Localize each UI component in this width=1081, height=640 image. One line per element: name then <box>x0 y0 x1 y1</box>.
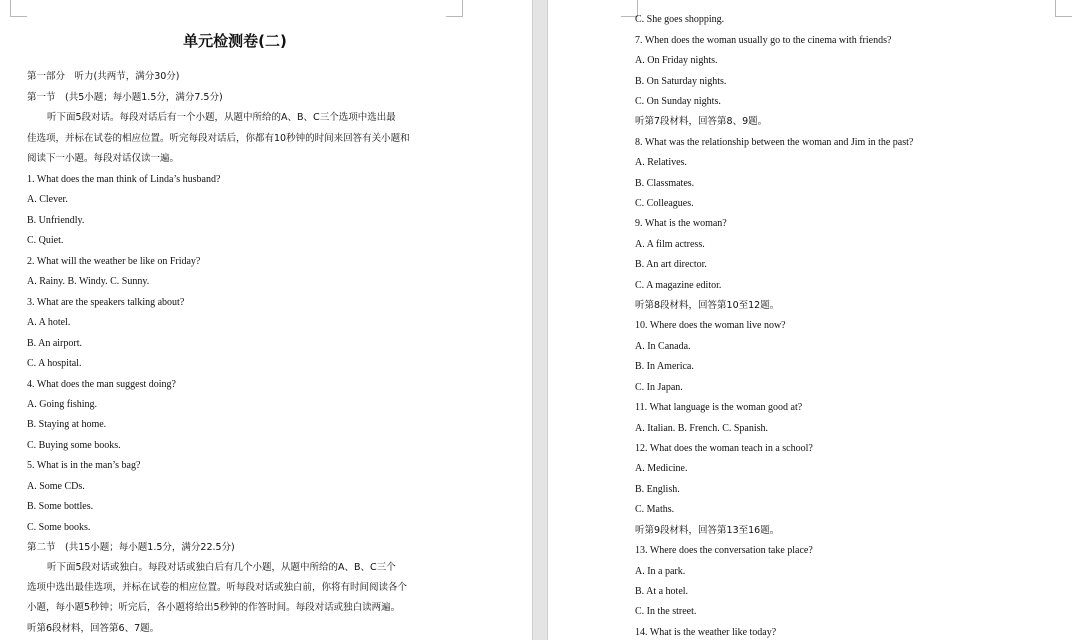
subsection-heading: 第二节 (共15小题；每小题1.5分，满分22.5分) <box>27 542 235 553</box>
question-text: 3. What are the speakers talking about? <box>27 297 185 308</box>
instruction-text: 小题，每小题5秒钟；听完后，各小题将给出5秒钟的作答时间。每段对话或独白读两遍。 <box>27 602 401 613</box>
option-text: A. A film actress. <box>635 239 705 250</box>
page-corner-mark <box>10 0 27 17</box>
option-text: A. Rainy. B. Windy. C. Sunny. <box>27 276 150 287</box>
option-text: A. On Friday nights. <box>635 55 718 66</box>
page-corner-mark <box>1055 0 1072 17</box>
document-page-right <box>548 0 1081 640</box>
question-text: 10. Where does the woman live now? <box>635 320 786 331</box>
option-text: A. A hotel. <box>27 317 71 328</box>
question-text: 1. What does the man think of Linda’s husband? <box>27 174 221 185</box>
instruction-text: 阅读下一小题。每段对话仅读一遍。 <box>27 153 180 164</box>
option-text: B. Some bottles. <box>27 501 94 512</box>
option-text: C. In Japan. <box>635 382 683 393</box>
option-text: C. Buying some books. <box>27 440 121 451</box>
option-text: C. In the street. <box>635 606 697 617</box>
option-text: A. Some CDs. <box>27 481 85 492</box>
section-heading: 第一部分 听力(共两节，满分30分) <box>27 71 180 82</box>
instruction-text: 选项中选出最佳选项，并标在试卷的相应位置。听每段对话或独白前，你将有时间阅读各个 <box>27 582 408 593</box>
option-text: C. Colleagues. <box>635 198 694 209</box>
question-text: 7. When does the woman usually go to the cinema with friends? <box>635 35 892 46</box>
option-text: B. At a hotel. <box>635 586 689 597</box>
subsection-heading: 第一节 (共5小题；每小题1.5分，满分7.5分) <box>27 92 223 103</box>
option-text: C. A magazine editor. <box>635 280 722 291</box>
instruction-text: 听下面5段对话。每段对话后有一个小题，从题中所给的A、B、C三个选项中选出最 <box>47 112 396 123</box>
option-text: A. In a park. <box>635 566 686 577</box>
question-text: 9. What is the woman? <box>635 218 727 229</box>
option-text: B. An art director. <box>635 259 707 270</box>
material-heading: 听第6段材料，回答第6、7题。 <box>27 623 160 634</box>
question-text: 5. What is in the man’s bag? <box>27 460 141 471</box>
option-text: C. A hospital. <box>27 358 82 369</box>
instruction-text: 佳选项，并标在试卷的相应位置。听完每段对话后，你都有10秒钟的时间来回答有关小题和 <box>27 133 410 144</box>
option-text: C. Maths. <box>635 504 675 515</box>
option-text: B. Staying at home. <box>27 419 107 430</box>
question-text: 13. Where does the conversation take place? <box>635 545 813 556</box>
question-text: 2. What will the weather be like on Friday? <box>27 256 201 267</box>
document-page-left <box>0 0 532 640</box>
option-text: B. Classmates. <box>635 178 695 189</box>
question-text: 8. What was the relationship between the woman and Jim in the past? <box>635 137 914 148</box>
option-text: C. On Sunday nights. <box>635 96 721 107</box>
option-text: A. Going fishing. <box>27 399 97 410</box>
option-text: A. Relatives. <box>635 157 687 168</box>
option-text: B. On Saturday nights. <box>635 76 727 87</box>
option-text: C. Some books. <box>27 522 91 533</box>
material-heading: 听第8段材料，回答第10至12题。 <box>635 300 780 311</box>
option-text: B. An airport. <box>27 338 82 349</box>
option-text: B. Unfriendly. <box>27 215 85 226</box>
question-text: 12. What does the woman teach in a school? <box>635 443 813 454</box>
question-text: 11. What language is the woman good at? <box>635 402 803 413</box>
option-text: C. She goes shopping. <box>635 14 725 25</box>
page-gutter <box>532 0 548 640</box>
instruction-text: 听下面5段对话或独白。每段对话或独白后有几个小题，从题中所给的A、B、C三个 <box>47 562 396 573</box>
option-text: A. Italian. B. French. C. Spanish. <box>635 423 769 434</box>
material-heading: 听第7段材料，回答第8、9题。 <box>635 116 768 127</box>
question-text: 4. What does the man suggest doing? <box>27 379 176 390</box>
option-text: A. In Canada. <box>635 341 691 352</box>
option-text: A. Clever. <box>27 194 68 205</box>
option-text: A. Medicine. <box>635 463 688 474</box>
page-corner-mark <box>446 0 463 17</box>
option-text: B. In America. <box>635 361 694 372</box>
document-title: 单元检测卷(二) <box>183 32 287 50</box>
option-text: C. Quiet. <box>27 235 64 246</box>
option-text: B. English. <box>635 484 680 495</box>
material-heading: 听第9段材料，回答第13至16题。 <box>635 525 780 536</box>
question-text: 14. What is the weather like today? <box>635 627 777 638</box>
